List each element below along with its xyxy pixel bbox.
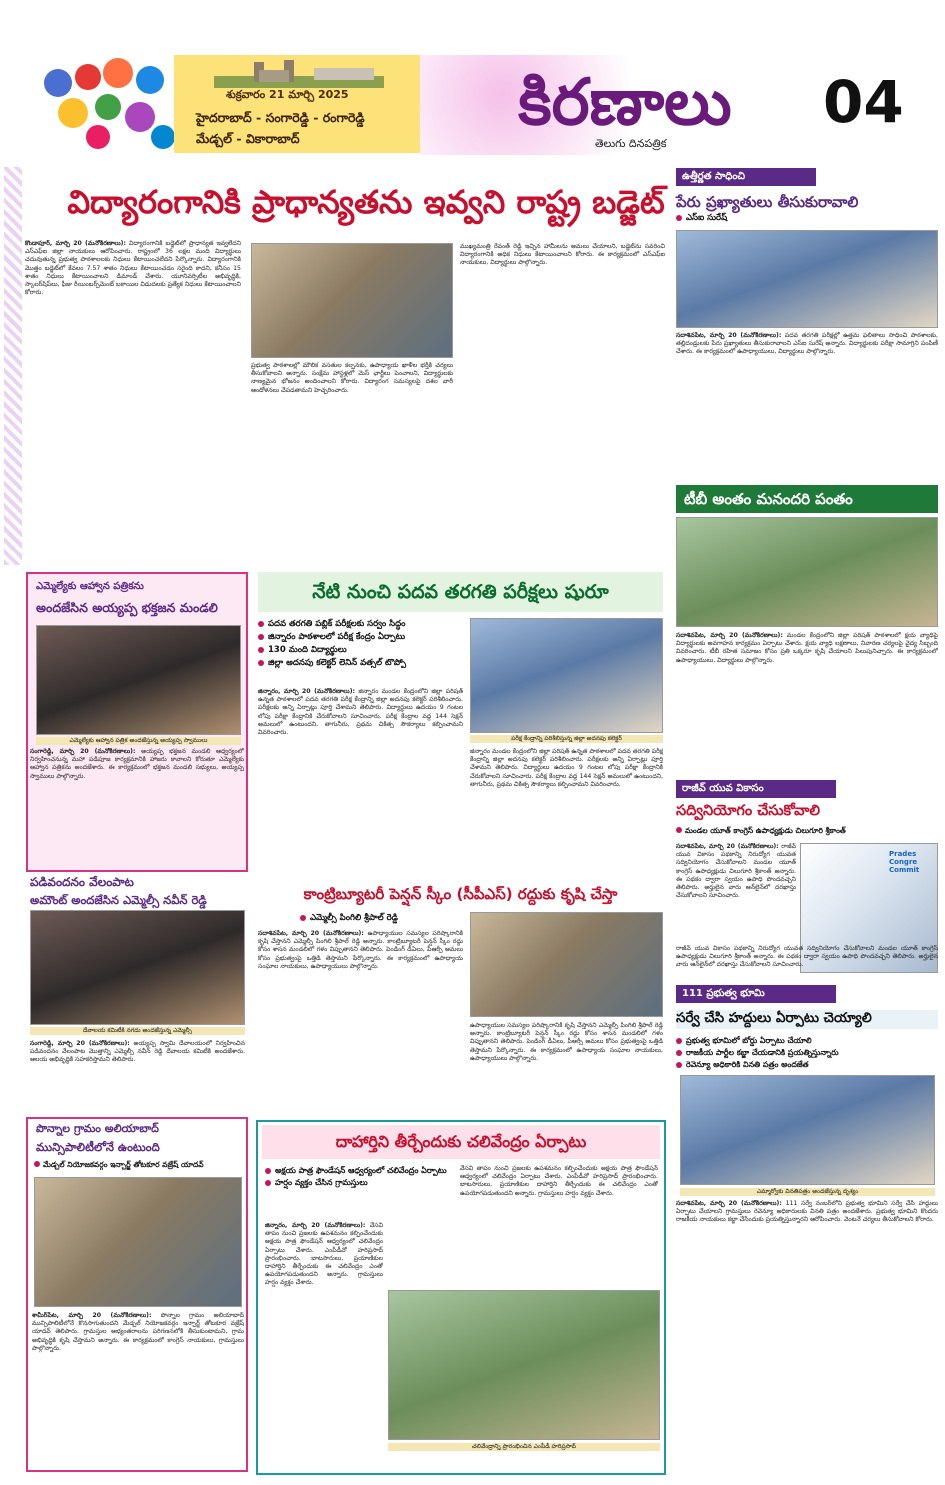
- issue-date: శుక్రవారం 21 మార్చి 2025: [226, 88, 349, 101]
- land-bullets: [676, 1035, 938, 1071]
- ponnala-bullet: [34, 1160, 244, 1171]
- suresh-sub: [676, 212, 876, 225]
- rajiv-photo-text: Prades Congre Commit: [889, 850, 920, 874]
- suresh-sub-text: ఎస్ఐ సురేష్: [686, 213, 728, 223]
- cps-text-cont: ఉపాధ్యాయుల సమస్యల పరిష్కారానికి కృషి చేస్తానని ఎమ్మెల్సీ పింగిలి శ్రీపాల్ రెడ్డి అన్నారు. కాంట్రిబ్యూటరీ పెన్షన్ స్కీం రద్దు కోసం శాసన మండలిలో గళం విప్పుతానని తెలిపారు. పెండింగ్ డీఏలు, పీఆర్సీ అమలు కోసం ప్రభుత్వంపై ఒత్తిడి తెస్తామని పేర్కొన్నారు. ఈ కార్యక్రమంలో ఉపాధ్యాయ సంఘాల నాయకులు, ఉపాధ్యాయులు పాల్గొన్నారు.: [470, 1022, 663, 1062]
- padi-kicker: పడివందనం వేలంపాట: [30, 875, 134, 889]
- tb-headline: టీబీ అంతం మనందరి పంతం: [676, 485, 938, 513]
- cps-body-1: [258, 930, 463, 1115]
- exams-headline: నేటి నుంచి పదవ తరగతి పరీక్షలు షురూ: [258, 572, 663, 612]
- water-dateline: జిన్నారం, మార్చి 20 (మనోకిరణాలు):: [265, 1222, 366, 1229]
- lead-column-3: [460, 243, 665, 567]
- land-text: 111 సర్వే నంబర్‌లోని ప్రభుత్వ భూమిని సర్వే చేసి హద్దులు ఏర్పాటు చేయాలని గ్రామస్తులు రెవెన్యూ అధికారులకు వినతి పత్రం అందజేశారు. ప్రభుత్వ భూమిని కొందరు రాజకీయ నాయకులు కబ్జా చేసేందుకు ప్రయత్నిస్తున్నారని ఆరోపించారు. వెంటనే చర్యలు తీసుకోవాలని కోరారు.: [676, 1200, 938, 1224]
- exams-dateline: జిన్నారం, మార్చి 20 (మనోకిరణాలు):: [258, 688, 355, 695]
- land-dateline: సదాశివపేట, మార్చి 20 (మనోకిరణాలు):: [676, 1200, 782, 1207]
- land-photo: [680, 1075, 935, 1185]
- cps-photo: [470, 912, 663, 1017]
- suresh-body: [676, 332, 938, 480]
- masthead: [0, 0, 945, 163]
- rajiv-dateline: సదాశివపేట, మార్చి 20 (మనోకిరణాలు):: [676, 843, 779, 850]
- water-bullet-2: హర్షం వ్యక్తం చేసిన గ్రామస్తులు: [265, 1177, 455, 1189]
- lead-dateline: కొండాపూర్, మార్చి 20 (మనోకిరణాలు):: [25, 240, 126, 247]
- rajiv-text: రాజీవ్ యువ వికాసం పథకాన్ని నిరుద్యోగ యువత సద్వినియోగం చేసుకోవాలని మండల యూత్ కాంగ్రెస్ ఉపాధ్యక్షుడు చిలుగూరి శ్రీకాంత్ అన్నారు. ఈ పథకం ద్వారా స్వయం ఉపాధి పొందవచ్చని తెలిపారు. అర్హులైన వారు ఆన్‌లైన్‌లో దరఖాస్తు చేసుకోవాలని సూచించారు.: [676, 843, 796, 900]
- water-text-cont: వేసవి తాపం నుంచి ప్రజలకు ఉపశమనం కల్పించేందుకు అక్షయ పాత్ర ఫౌండేషన్ ఆధ్వర్యంలో చలివేంద్రం ఏర్పాటు చేశారు. ఎంపీడీవో హరిప్రసాద్ ప్రారంభించారు. బాటసారులు, ప్రయాణికుల దాహార్తిని తీర్చేందుకు ఈ చలివేంద్రం ఎంతో ఉపయోగపడుతుందని అన్నారు. గ్రామస్తులు హర్షం వ్యక్తం చేశారు.: [460, 1165, 658, 1197]
- exams-body-2: [470, 748, 663, 878]
- water-text: వేసవి తాపం నుంచి ప్రజలకు ఉపశమనం కల్పించేందుకు అక్షయ పాత్ర ఫౌండేషన్ ఆధ్వర్యంలో చలివేంద్రం ఏర్పాటు చేశారు. ఎంపీడీవో హరిప్రసాద్ ప్రారంభించారు. బాటసారులు, ప్రయాణికుల దాహార్తిని తీర్చేందుకు ఈ చలివేంద్రం ఎంతో ఉపయోగపడుతుందని అన్నారు. గ్రామస్తులు హర్షం వ్యక్తం చేశారు.: [265, 1222, 383, 1287]
- padi-body: [30, 1040, 245, 1114]
- rajiv-body-2: [676, 945, 938, 981]
- padi-photo: [30, 910, 245, 1025]
- lead-headline: విద్యారంగానికి ప్రాధాన్యతను ఇవ్వని రాష్ట్ర బడ్జెట్: [67, 183, 665, 221]
- ponnala-body: [32, 1312, 244, 1467]
- padi-caption: దేవాలయ కమిటీకి నగదు అందజేస్తున్న ఎమ్మెల్సీ: [30, 1027, 245, 1035]
- suresh-dateline: సదాశివపేట, మార్చి 20 (మనోకిరణాలు):: [676, 332, 782, 339]
- rajiv-body-1: [676, 843, 796, 943]
- ayyappa-body: [30, 748, 244, 866]
- ponnala-headline: మున్సిపాలిటీలోనే ఉంటుంది: [36, 1140, 160, 1154]
- rajiv-text-cont: రాజీవ్ యువ వికాసం పథకాన్ని నిరుద్యోగ యువత సద్వినియోగం చేసుకోవాలని మండల యూత్ కాంగ్రెస్ ఉపాధ్యక్షుడు చిలుగూరి శ్రీకాంత్ అన్నారు. ఈ పథకం ద్వారా స్వయం ఉపాధి పొందవచ్చని తెలిపారు. అర్హులైన వారు ఆన్‌లైన్‌లో దరఖాస్తు చేసుకోవాలని సూచించారు.: [676, 945, 938, 969]
- ponnala-bullet-text: మేడ్చల్ నియోజకవర్గం ఇన్చార్జ్ తోటకూర వజ్రేష్ యాదవ్: [43, 1160, 204, 1169]
- lead-text-1: విద్యారంగానికి బడ్జెట్‌లో ప్రాధాన్యత ఇవ్వలేదని ఎస్ఎఫ్ఐ జిల్లా నాయకులు ఆరోపించారు. రాష్ట్రంలో 36 లక్షల మంది విద్యార్థులు చదువుతున్న ప్రభుత్వ పాఠశాలలకు నిధులు కేటాయించలేదని పేర్కొన్నారు. విద్యారంగానికి మొత్తం బడ్జెట్‌లో కేవలం 7.57 శాతం నిధులు కేటాయించడం సరైంది కాదని, కనీసం 15 శాతం నిధులు కేటాయించాలని డిమాండ్ చేశారు. యూనివర్సిటీల అభివృద్ధికి, స్కాలర్‌షిప్‌లు, ఫీజు రీయింబర్స్‌మెంట్ బకాయిల విడుదలకు ప్రత్యేక నిధులు కేటాయించాలని కోరారు.: [25, 240, 241, 297]
- exams-text-cont: జిన్నారం మండల కేంద్రంలోని జిల్లా పరిషత్ ఉన్నత పాఠశాలలో పదవ తరగతి పరీక్ష కేంద్రాన్ని జిల్లా అదనపు కలెక్టర్ పరిశీలించారు. పరీక్షలకు అన్ని ఏర్పాట్లు పూర్తి చేశామని తెలిపారు. విద్యార్థులు ఉదయం 9 గంటల లోపు పరీక్షా కేంద్రానికి చేరుకోవాలని సూచించారు. పరీక్ష కేంద్రాల వద్ద 144 సెక్షన్ అమలులో ఉంటుందని, తాగునీరు, ప్రథమ చికిత్స సౌకర్యాలు కల్పించామని వివరించారు.: [470, 748, 663, 788]
- suresh-headline: పేరు ప్రఖ్యాతులు తీసుకురావాలి: [676, 193, 859, 211]
- tb-photo: [676, 517, 938, 627]
- ponnala-photo: [34, 1177, 242, 1307]
- land-headline: సర్వే చేసి హద్దులు ఏర్పాటు చెయ్యాలి: [676, 1010, 938, 1029]
- suresh-kicker: ఉత్తీర్ణత సాధించి: [676, 168, 816, 186]
- charminar-icon: [214, 58, 384, 88]
- cps-headline: కాంట్రిబ్యూటరీ పెన్షన్ స్కీం (సీపీఎస్) రద్దుకు కృషి చేస్తా: [303, 885, 618, 903]
- date-strip: [174, 55, 420, 153]
- cps-dateline: సదాశివపేట, మార్చి 20 (మనోకిరణాలు):: [258, 930, 364, 937]
- exams-caption: పరీక్ష కేంద్రాన్ని పరిశీలిస్తున్న జిల్లా అదనపు కలెక్టర్: [470, 735, 663, 743]
- exams-bullets: [258, 618, 468, 670]
- exams-bullet-2: జిన్నారం పాఠశాలలో పరీక్ష కేంద్రం ఏర్పాటు: [258, 631, 468, 644]
- ayyappa-text: అయ్యప్ప భక్తజన మండలి ఆధ్వర్యంలో నిర్వహించనున్న మహా పడిపూజ కార్యక్రమానికి హాజరు కావాలని కోరుతూ ఎమ్మెల్యేకు ఆహ్వాన పత్రికను అందజేశారు. ఈ కార్యక్రమంలో భక్తజన మండలి సభ్యులు, అయ్యప్ప స్వాములు పాల్గొన్నారు.: [30, 748, 244, 780]
- padi-text: అయ్యప్ప స్వామి దేవాలయంలో నిర్వహించిన పడివందనం వేలంపాట మొత్తాన్ని ఎమ్మెల్సీ నవీన్ రెడ్డి దేవాలయ కమిటీకి అందజేశారు. ఆలయ అభివృద్ధికి సహకరిస్తామని తెలిపారు.: [30, 1040, 245, 1064]
- ponnala-dateline: శామీర్‌పేట, మార్చి 20 (మనోకిరణాలు):: [32, 1312, 152, 1319]
- tb-body: [676, 632, 938, 772]
- water-body: [265, 1222, 383, 1470]
- cps-body-2: [470, 1022, 663, 1115]
- districts-line-2: మేడ్చల్ - వికారాబాద్: [196, 131, 300, 146]
- cps-text: ఉపాధ్యాయుల సమస్యల పరిష్కారానికి కృషి చేస్తానని ఎమ్మెల్సీ పింగిలి శ్రీపాల్ రెడ్డి అన్నారు. కాంట్రిబ్యూటరీ పెన్షన్ స్కీం రద్దు కోసం శాసన మండలిలో గళం విప్పుతానని తెలిపారు. పెండింగ్ డీఏలు, పీఆర్సీ అమలు కోసం ప్రభుత్వంపై ఒత్తిడి తెస్తామని పేర్కొన్నారు. ఈ కార్యక్రమంలో ఉపాధ్యాయ సంఘాల నాయకులు, ఉపాధ్యాయులు పాల్గొన్నారు.: [258, 930, 463, 970]
- land-bullet-1: ప్రభుత్వ భూమిలో బోర్డు ఏర్పాటు చేయాలి: [676, 1035, 938, 1047]
- ayyappa-headline: అందజేసిన అయ్యప్ప భక్తజన మండలి: [36, 600, 218, 615]
- app-bubbles-icon: [28, 55, 178, 155]
- lead-left-stripe: [4, 167, 22, 565]
- land-kicker: 111 ప్రభుత్వ భూమి: [676, 985, 836, 1003]
- lead-column-2: [251, 362, 453, 567]
- land-bullet-2: రాజకీయ పార్టీల కబ్జా చేయడానికి ప్రయత్నిస్తున్నారు: [676, 1047, 938, 1059]
- padi-headline: అమౌంట్ అందజేసిన ఎమ్మెల్సీ నవీన్ రెడ్డి: [30, 893, 207, 907]
- water-bullets: [265, 1165, 455, 1189]
- exams-photo: [470, 618, 663, 733]
- suresh-photo: [676, 230, 938, 328]
- water-bullet-1: అక్షయ పాత్ర ఫౌండేషన్ ఆధ్వర్యంలో చలివేంద్రం ఏర్పాటు: [265, 1165, 455, 1177]
- rajiv-bullet: [676, 826, 938, 837]
- padi-dateline: సంగారెడ్డి, మార్చి 20 (మనోకిరణాలు):: [30, 1040, 130, 1047]
- land-caption: ఎమ్మార్వోకు వినతిపత్రం అందజేస్తున్న దృశ్యం: [680, 1188, 935, 1196]
- ayyappa-photo: [36, 625, 241, 735]
- districts-line-1: హైదరాబాద్ - సంగారెడ్డి - రంగారెడ్డి: [196, 110, 365, 125]
- water-caption: చలివేంద్రాన్ని ప్రారంభించిన ఎంపీడీ హరిప్రసాద్: [388, 1443, 660, 1451]
- rajiv-kicker: రాజీవ్ యువ వికాసం: [676, 780, 836, 798]
- cps-sub-text: ఎమ్మెల్సీ పింగిలి శ్రీపాల్ రెడ్డి: [310, 913, 398, 923]
- tb-text: మండల కేంద్రంలోని జిల్లా పరిషత్ పాఠశాలలో క్షయ వ్యాధిపై విద్యార్థులకు అవగాహన కార్యక్రమం ఏర్పాటు చేశారు. క్షయ వ్యాధి లక్షణాలు, నివారణ చర్యలపై వైద్య సిబ్బంది వివరించారు. టీబీ రహిత సమాజం కోసం ప్రతి ఒక్కరూ కృషి చేయాలని పిలుపునిచ్చారు. ఈ కార్యక్రమంలో ఉపాధ్యాయులు, విద్యార్థులు పాల్గొన్నారు.: [676, 632, 938, 664]
- rajiv-bullet-text: మండల యూత్ కాంగ్రెస్ ఉపాధ్యక్షుడు చిలుగూరి శ్రీకాంత్: [685, 826, 846, 835]
- lead-text-2: ప్రభుత్వ పాఠశాలల్లో మౌలిక వసతుల కల్పనకు, ఉపాధ్యాయ ఖాళీల భర్తీకి చర్యలు తీసుకోవాలని అన్నారు. సంక్షేమ హాస్టళ్లలో మెస్ ఛార్జీలు పెంచాలని, విద్యార్థులకు నాణ్యమైన భోజనం అందించాలని కోరారు. విద్యారంగ సమస్యలపై దశల వారీ ఆందోళనలు చేపడతామని హెచ్చరించారు.: [251, 362, 453, 394]
- ayyappa-dateline: సంగారెడ్డి, మార్చి 20 (మనోకిరణాలు):: [30, 748, 136, 755]
- water-photo: [388, 1290, 660, 1440]
- lead-photo: [251, 243, 453, 358]
- exams-bullet-3: 130 మంది విద్యార్థులు: [258, 644, 468, 657]
- land-bullet-3: రెవెన్యూ అధికారికి వినతి పత్రం అందజేత: [676, 1059, 938, 1071]
- tb-dateline: సదాశివపేట, మార్చి 20 (మనోకిరణాలు):: [676, 632, 783, 639]
- paper-name: కిరణాలు: [518, 66, 732, 140]
- ayyappa-kicker: ఎమ్మెల్యేకు ఆహ్వాన పత్రికను: [36, 581, 144, 592]
- exams-body-1: [258, 688, 463, 878]
- tagline: తెలుగు దినపత్రిక: [595, 137, 667, 150]
- exams-bullet-1: పదవ తరగతి పబ్లిక్ పరీక్షలకు సర్వం సిద్ధం: [258, 618, 468, 631]
- land-body: [676, 1200, 938, 1470]
- page-number: 04: [823, 68, 904, 136]
- lead-column-1: [25, 240, 241, 565]
- exams-text: జిన్నారం మండల కేంద్రంలోని జిల్లా పరిషత్ ఉన్నత పాఠశాలలో పదవ తరగతి పరీక్ష కేంద్రాన్ని జిల్లా అదనపు కలెక్టర్ పరిశీలించారు. పరీక్షలకు అన్ని ఏర్పాట్లు పూర్తి చేశామని తెలిపారు. విద్యార్థులు ఉదయం 9 గంటల లోపు పరీక్షా కేంద్రానికి చేరుకోవాలని సూచించారు. పరీక్ష కేంద్రాల వద్ద 144 సెక్షన్ అమలులో ఉంటుందని, తాగునీరు, ప్రథమ చికిత్స సౌకర్యాలు కల్పించామని వివరించారు.: [258, 688, 463, 737]
- suresh-text: పదవ తరగతి పరీక్షల్లో ఉత్తమ ఫలితాలు సాధించి పాఠశాలకు, తల్లిదండ్రులకు పేరు ప్రఖ్యాతులు తీసుకురావాలని ఎస్ఐ సురేష్ అన్నారు. విద్యార్థులకు పరీక్షా సామాగ్రిని పంపిణీ చేశారు. ఈ కార్యక్రమంలో ఉపాధ్యాయులు, విద్యార్థులు పాల్గొన్నారు.: [676, 332, 938, 356]
- rajiv-headline: సద్వినియోగం చేసుకోవాలి: [676, 803, 820, 819]
- ponnala-kicker: పొన్నాల గ్రామం అలియాబాద్: [36, 1122, 159, 1135]
- lead-text-3: ముఖ్యమంత్రి రేవంత్ రెడ్డి ఇచ్చిన హామీలను అమలు చేయాలని, బడ్జెట్‌ను సవరించి విద్యారంగానికి అధిక నిధులు కేటాయించాలని కోరారు. ఈ కార్యక్రమంలో ఎస్ఎఫ్ఐ నాయకులు, విద్యార్థులు పాల్గొన్నారు.: [460, 243, 665, 267]
- ponnala-text: పొన్నాల గ్రామం అలియాబాద్ మున్సిపాలిటీలోనే కొనసాగుతుందని మేడ్చల్ నియోజకవర్గం ఇన్చార్జ్ తోటకూర వజ్రేష్ యాదవ్ తెలిపారు. గ్రామస్తుల అభ్యంతరాలను పరిగణనలోకి తీసుకుంటామని, గ్రామ అభివృద్ధికి కృషి చేస్తామని అన్నారు. ఈ కార్యక్రమంలో కాంగ్రెస్ నాయకులు, గ్రామస్తులు పాల్గొన్నారు.: [32, 1312, 244, 1352]
- exams-bullet-4: జిల్లా అదనపు కలెక్టర్ లెనిన్ వత్సల్ టొప్పో: [258, 657, 468, 670]
- ayyappa-caption: ఎమ్మెల్యేకు ఆహ్వాన పత్రిక అందజేస్తున్న అయ్యప్ప స్వాములు: [36, 737, 241, 745]
- water-headline: దాహార్తిని తీర్చేందుకు చలివేంద్రం ఏర్పాటు: [262, 1125, 660, 1159]
- water-body-top: [460, 1165, 658, 1220]
